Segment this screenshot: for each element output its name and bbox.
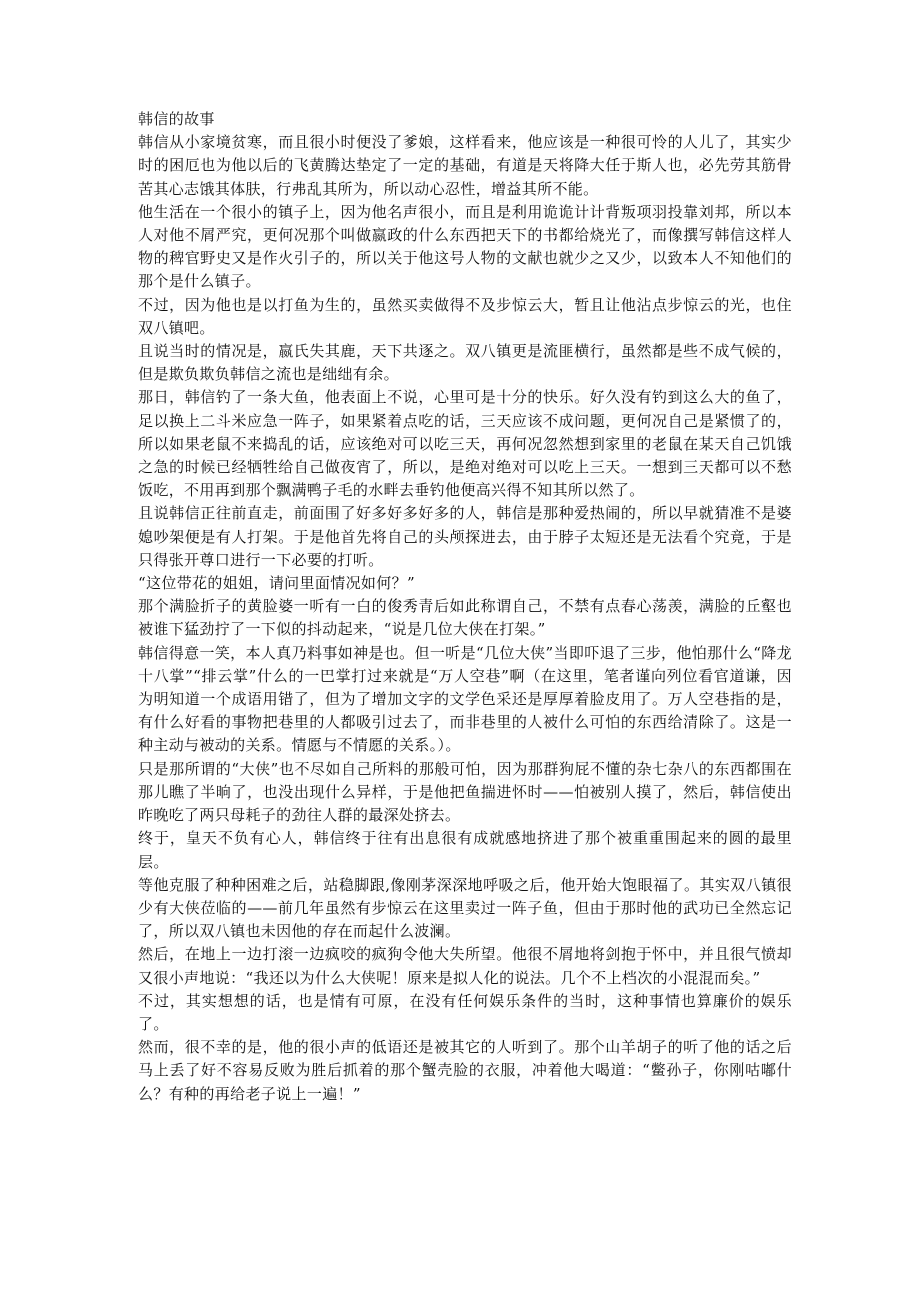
- paragraph: 韩信从小家境贫寒，而且很小时便没了爹娘，这样看来，他应该是一种很可怜的人儿了，其实少时的困厄也为他以后的飞黄腾达垫定了一定的基础，有道是天将降大任于斯人也，必先劳其筋骨苦其心志饿其体肤，行弗乱其所为，所以动心忍性，增益其所不能。: [138, 133, 792, 198]
- paragraph: “这位带花的姐姐，请问里面情况如何？”: [138, 574, 415, 593]
- paragraph: 等他克服了种种困难之后，站稳脚跟,像刚茅深深地呼吸之后，他开始大饱眼福了。其实双八镇很少有大侠莅临的——前几年虽然有步惊云在这里卖过一阵子鱼，但由于那时他的武功已全然忘记了，所以双八镇也未因他的存在而起什么波澜。: [138, 875, 792, 941]
- document-page: [138, 108, 792, 1106]
- paragraph: 且说韩信正往前直走，前面围了好多好多好多的人，韩信是那种爱热闹的，所以早就猜准不是婆媳吵架便是有人打架。于是他首先将自己的头颅探进去，由于脖子太短还是无法看个究竟，于是只得张开尊口进行一下必要的打听。: [138, 504, 792, 569]
- paragraph: 只是那所谓的“大侠”也不尽如自己所料的那般可怕，因为那群狗屁不懂的杂七杂八的东西都围在那儿瞧了半晌了，也没出现什么异样，于是他把鱼揣进怀时——怕被别人摸了，然后，韩信使出昨晚吃了两只母耗子的劲往人群的最深处挤去。: [138, 759, 792, 825]
- document-title: 韩信的故事: [138, 110, 215, 128]
- paragraph: 终于，皇天不负有心人，韩信终于往有出息很有成就感地挤进了那个被重重围起来的圆的最里层。: [138, 829, 792, 871]
- paragraph: 然而，很不幸的是，他的很小声的低语还是被其它的人听到了。那个山羊胡子的听了他的话之后马上丢了好不容易反败为胜后抓着的那个蟹壳脸的衣服，冲着他大喝道：“鳖孙子，你刚咕嘟什么？有种的再给老子说上一遍！”: [138, 1038, 792, 1103]
- paragraph: 那日，韩信钓了一条大鱼，他表面上不说，心里可是十分的快乐。好久没有钓到这么大的鱼了，足以换上二斗米应急一阵子，如果紧着点吃的话，三天应该不成问题，更何况自己是紧惯了的，所以如果老鼠不来捣乱的话，应该绝对可以吃三天，再何况忽然想到家里的老鼠在某天自己饥饿之急的时候已经牺牲给自己做夜宵了，所以，是绝对绝对可以吃上三天。一想到三天都可以不愁饭吃，不用再到那个飘满鸭子毛的水畔去垂钓他便高兴得不知其所以然了。: [138, 388, 792, 500]
- paragraph: 且说当时的情况是，嬴氏失其鹿，天下共逐之。双八镇更是流匪横行，虽然都是些不成气候的，但是欺负欺负韩信之流也是绌绌有余。: [138, 342, 792, 384]
- paragraph: 那个满脸折子的黄脸婆一听有一白的俊秀青后如此称谓自己，不禁有点春心荡羡，满脸的丘壑也被谁下猛劲拧了一下似的抖动起来，“说是几位大侠在打架。”: [138, 597, 792, 639]
- paragraph: 不过，因为他也是以打鱼为生的，虽然买卖做得不及步惊云大，暂且让他沾点步惊云的光，也住双八镇吧。: [138, 295, 792, 337]
- paragraph: 他生活在一个很小的镇子上，因为他名声很小，而且是利用诡诡计计背叛项羽投靠刘邦，所以本人对他不屑严究，更何况那个叫做嬴政的什么东西把天下的书都给烧光了，而像撰写韩信这样人物的稗官野史又是作火引子的，所以关于他这号人物的文献也就少之又少，以致本人不知他们的那个是什么镇子。: [138, 202, 792, 291]
- paragraph: 韩信得意一笑，本人真乃料事如神是也。但一听是“几位大侠”当即吓退了三步，他怕那什么“降龙十八掌”“排云掌”什么的一巴掌打过来就是“万人空巷”啊（在这里，笔者谨向列位看官道谦，因为明知道一个成语用错了，但为了增加文字的文学色采还是厚厚着脸皮用了。万人空巷指的是，有什么好看的事物把巷里的人都吸引过去了，而非巷里的人被什么可怕的东西给清除了。这是一种主动与被动的关系。情愿与不情愿的关系。）。: [138, 643, 792, 755]
- paragraph: 不过，其实想想的话，也是情有可原，在没有任何娱乐条件的当时，这种事情也算廉价的娱乐了。: [138, 991, 792, 1033]
- paragraph: 然后，在地上一边打滚一边疯咬的疯狗令他大失所望。他很不屑地将剑抱于怀中，并且很气愤却又很小声地说：“我还以为什么大侠呢！原来是拟人化的说法。几个不上档次的小混混而矣。”: [138, 945, 792, 987]
